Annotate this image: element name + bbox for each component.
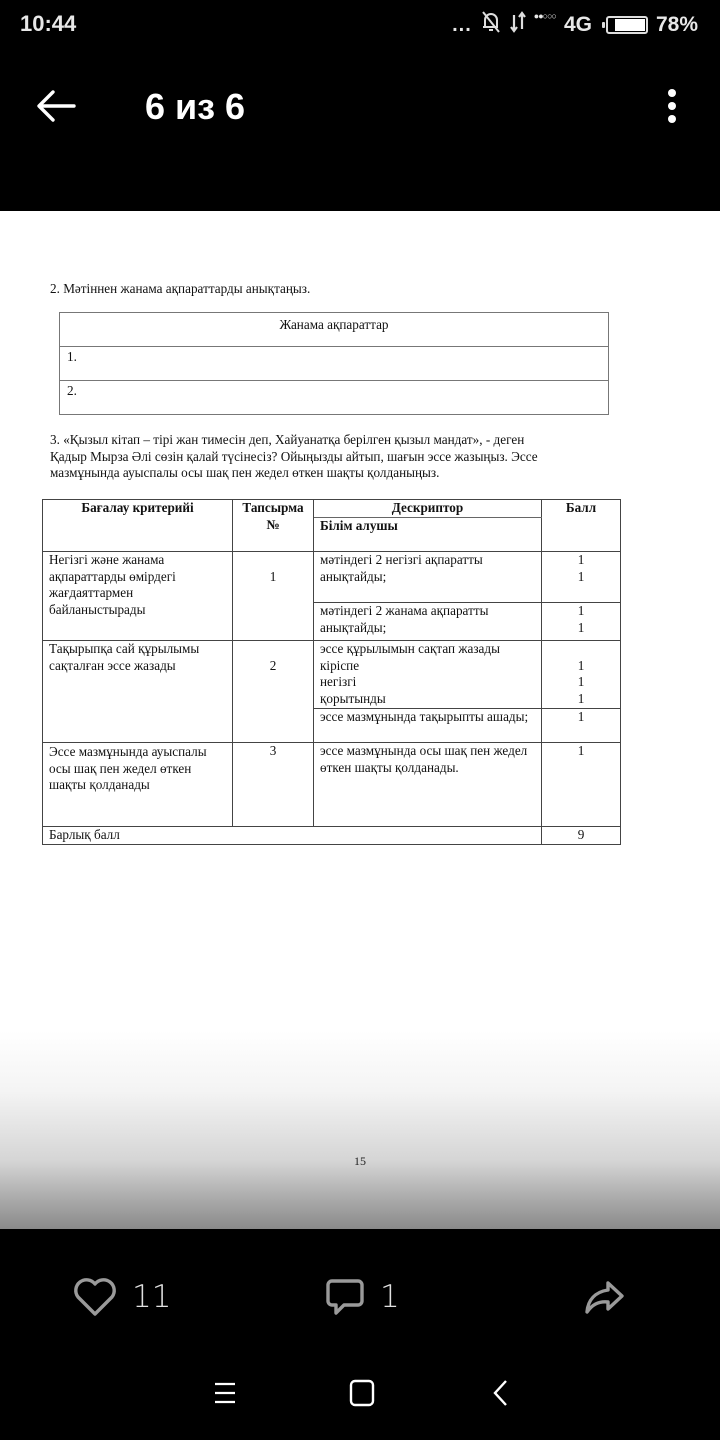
like-count: 11 <box>132 1279 172 1315</box>
point-value: 1 <box>577 603 585 618</box>
battery-percent: 78% <box>655 13 698 36</box>
point-value: 1 <box>577 657 585 673</box>
network-type: 4G <box>563 13 592 36</box>
app-bar <box>0 50 720 211</box>
heart-icon <box>72 1277 118 1317</box>
back-button[interactable] <box>34 84 78 128</box>
more-options-button[interactable] <box>652 82 692 130</box>
system-back-button[interactable] <box>480 1377 520 1409</box>
point-value: 1 <box>577 743 585 758</box>
comment-button[interactable] <box>326 1277 400 1317</box>
header-criteria: Бағалау критерийі <box>43 500 233 552</box>
question-2: 2. Мәтіннен жанама ақпараттарды анықтаңыз. <box>50 281 311 296</box>
status-bar <box>0 0 720 50</box>
task-no-cell: 2 <box>233 641 314 743</box>
kebab-dot <box>668 102 676 110</box>
header-descriptor-sub: Білім алушы <box>314 518 542 552</box>
points-cell <box>542 641 621 709</box>
page-number: 15 <box>354 1154 366 1168</box>
data-transfer-icon <box>510 11 526 39</box>
kebab-dot <box>668 115 676 123</box>
share-button[interactable] <box>582 1277 626 1317</box>
point-value: 1 <box>577 709 585 724</box>
table-row <box>43 552 621 603</box>
table-row <box>43 641 621 709</box>
question-3-line: мазмұнында ауыспалы осы шақ пен жедел өткен шақты қолданыңыз. <box>50 465 440 480</box>
signal-strength-icon: ●●○○○ <box>533 11 556 21</box>
descriptor-item: кіріспе <box>320 657 360 673</box>
descriptor-cell: эссе мазмұнында тақырыпты ашады; <box>314 709 542 743</box>
task-no-cell: 1 <box>233 552 314 641</box>
status-time: 10:44 <box>20 11 77 36</box>
descriptor-cell: эссе мазмұнында осы шақ пен жедел өткен шақты қолданады. <box>314 743 542 827</box>
descriptor-item: негізгі <box>320 674 357 690</box>
point-value: 1 <box>577 619 585 635</box>
points-cell <box>542 603 621 641</box>
points-cell <box>542 709 621 743</box>
menu-lines-icon <box>212 1381 238 1405</box>
share-arrow-icon <box>582 1277 626 1317</box>
descriptor-item: қорытынды <box>320 691 386 707</box>
question-3-line: 3. «Қызыл кітап – тірі жан тимесін деп, Хайуанатқа берілген қызыл мандат», - деген <box>50 432 525 447</box>
mute-bell-icon <box>480 10 502 40</box>
points-cell <box>542 552 621 603</box>
question-3 <box>50 432 613 482</box>
home-button[interactable] <box>342 1377 382 1409</box>
question-3-line: Қадыр Мырза Әлі сөзін қалай түсінесіз? Ойыңызды айтып, шағын эссе жазыңыз. Эссе <box>50 448 538 464</box>
total-points: 9 <box>542 827 621 845</box>
descriptor-text: эссе құрылымын сақтап жазады <box>320 641 500 656</box>
points-cell <box>542 743 621 827</box>
table-row <box>43 743 621 827</box>
more-notifications-icon: ... <box>452 13 472 36</box>
status-icons <box>452 11 698 39</box>
descriptor-cell: мәтіндегі 2 негізгі ақпаратты анықтайды; <box>314 552 542 603</box>
point-value: 1 <box>577 568 585 584</box>
home-square-icon <box>349 1379 375 1407</box>
total-label: Барлық балл <box>43 827 542 845</box>
descriptor-cell <box>314 641 542 709</box>
header-points: Балл <box>542 500 621 552</box>
side-info-row: 1. <box>60 347 609 381</box>
page-counter-title: 6 из 6 <box>145 86 246 127</box>
task-no-cell: 3 <box>233 743 314 827</box>
chevron-left-icon <box>490 1379 510 1407</box>
action-bar <box>0 1229 720 1359</box>
criteria-cell: Эссе мазмұнында ауыспалы осы шақ пен жедел өткен шақты қолданады <box>43 743 233 827</box>
side-info-row: 2. <box>60 381 609 415</box>
criteria-cell: Негізгі және жанама ақпараттарды өмірдегі жағдаяттармен байланыстырады <box>43 552 233 641</box>
system-nav-bar <box>0 1359 720 1440</box>
kebab-dot <box>668 89 676 97</box>
criteria-cell: Тақырыпқа сай құрылымы сақталған эссе жазады <box>43 641 233 743</box>
header-task-no: Тапсырма № <box>233 500 314 552</box>
comment-count: 1 <box>380 1279 400 1315</box>
point-value: 1 <box>577 674 585 690</box>
total-row <box>43 827 621 845</box>
header-descriptor: Дескриптор <box>314 500 542 518</box>
arrow-left-icon <box>36 89 76 123</box>
document-page[interactable] <box>0 211 720 1229</box>
side-info-header: Жанама ақпараттар <box>60 313 609 347</box>
recent-apps-button[interactable] <box>205 1377 245 1409</box>
criteria-table <box>42 499 621 845</box>
point-value: 1 <box>577 552 585 567</box>
descriptor-cell: мәтіндегі 2 жанама ақпаратты анықтайды; <box>314 603 542 641</box>
comment-bubble-icon <box>326 1277 366 1317</box>
point-value: 1 <box>577 691 585 707</box>
side-info-table <box>59 312 609 415</box>
battery-icon <box>606 16 648 34</box>
like-button[interactable] <box>72 1277 171 1317</box>
